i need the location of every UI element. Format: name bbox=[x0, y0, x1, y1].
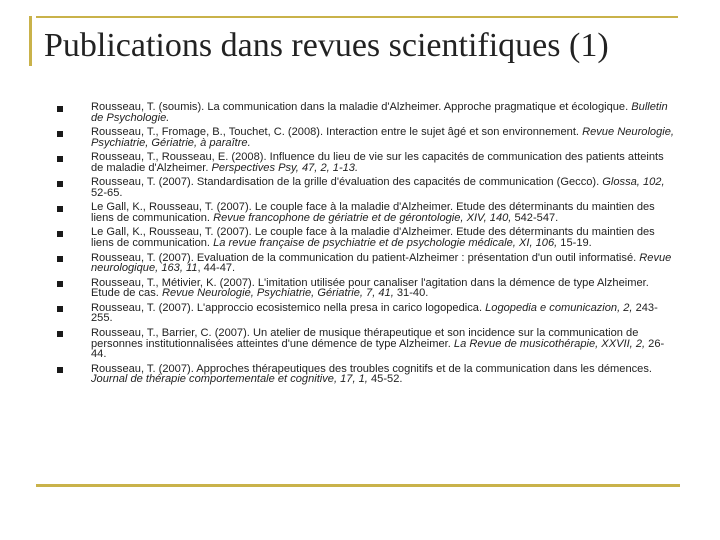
reference-item bbox=[54, 328, 674, 360]
square-bullet-icon bbox=[57, 156, 63, 162]
reference-body: Rousseau, T., Fromage, B., Touchet, C. (2008). Interaction entre le sujet âgé et son environnement. bbox=[91, 126, 583, 139]
square-bullet-icon bbox=[57, 367, 63, 373]
reference-body: Rousseau, T., Rousseau, E. (2008). Influence du lieu de vie sur les capacités de communication des patients atteints de maladie d'Alzheimer. bbox=[91, 151, 664, 174]
reference-pages: , 44-47. bbox=[197, 262, 236, 275]
reference-text bbox=[91, 303, 674, 324]
reference-item bbox=[54, 177, 674, 198]
reference-item bbox=[54, 227, 674, 248]
reference-body: Rousseau, T. (2007). Evaluation de la communication du patient-Alzheimer : présentation d'un outil informatisé. bbox=[91, 251, 640, 264]
square-bullet-icon bbox=[57, 281, 63, 287]
reference-text bbox=[91, 177, 674, 198]
reference-text bbox=[91, 102, 674, 123]
reference-body: Rousseau, T., Barrier, C. (2007). Un atelier de musique thérapeutique et son incidence sur la communication de personnes institutionnalisées atteintes d'une démence de type Alzheimer. bbox=[91, 326, 639, 350]
reference-text bbox=[91, 227, 674, 248]
reference-item bbox=[54, 152, 674, 173]
square-bullet-icon bbox=[57, 306, 63, 312]
slide-title: Publications dans revues scientifiques (1) bbox=[44, 27, 609, 64]
square-bullet-icon bbox=[57, 256, 63, 262]
reference-pages: 15-19. bbox=[557, 237, 592, 250]
reference-text bbox=[91, 364, 674, 385]
reference-body: Rousseau, T. (2007). Approches thérapeutiques des troubles cognitifs et de la communication dans les démences. bbox=[91, 362, 652, 375]
square-bullet-icon bbox=[57, 206, 63, 212]
reference-body: Rousseau, T., Métivier, K. (2007). L'imitation utilisée pour canaliser l'agitation dans la démence de type Alzheimer. Etude de cas. bbox=[91, 276, 649, 300]
reference-pages: 243-255. bbox=[91, 301, 658, 325]
reference-journal: Glossa, 102, bbox=[602, 176, 665, 189]
reference-journal: Revue Neurologie, Psychiatrie, Gériatrie, 7, 41, bbox=[161, 287, 394, 300]
reference-pages: 26-44. bbox=[91, 337, 665, 361]
reference-body: Le Gall, K., Rousseau, T. (2007). Le couple face à la maladie d'Alzheimer. Etude des déterminants du maintien des liens de communication. bbox=[91, 201, 655, 225]
reference-body: Rousseau, T. (soumis). La communication dans la maladie d'Alzheimer. Approche pragmatique et écologique. bbox=[91, 101, 632, 113]
square-bullet-icon bbox=[57, 131, 63, 137]
reference-text bbox=[91, 253, 674, 274]
reference-pages: 45-52. bbox=[367, 373, 403, 386]
reference-pages: 542-547. bbox=[511, 212, 559, 225]
reference-text bbox=[91, 127, 674, 148]
reference-item bbox=[54, 202, 674, 223]
reference-text bbox=[91, 328, 674, 360]
reference-text bbox=[91, 278, 674, 299]
square-bullet-icon bbox=[57, 231, 63, 237]
title-accent-top-line bbox=[36, 16, 678, 18]
square-bullet-icon bbox=[57, 331, 63, 337]
title-accent-vertical-line bbox=[29, 16, 32, 66]
reference-item bbox=[54, 364, 674, 385]
reference-list bbox=[54, 102, 674, 389]
reference-journal: La Revue de musicothérapie, XXVII, 2, bbox=[453, 337, 646, 350]
reference-journal: Journal de thérapie comportementale et cognitive, 17, 1, bbox=[91, 373, 368, 386]
reference-item bbox=[54, 253, 674, 274]
reference-journal: Perspectives Psy, 47, 2, 1-13. bbox=[211, 161, 359, 174]
reference-text bbox=[91, 202, 674, 223]
square-bullet-icon bbox=[57, 106, 63, 112]
reference-item bbox=[54, 278, 674, 299]
footer-accent-line bbox=[36, 484, 680, 487]
reference-pages: 31-40. bbox=[393, 287, 429, 300]
reference-text bbox=[91, 152, 674, 173]
reference-journal: Revue Neurologie, Psychiatrie, Gériatrie, à paraître. bbox=[91, 126, 674, 149]
reference-journal: Logopedia e comunicazion, 2, bbox=[485, 301, 633, 314]
reference-journal: Bulletin de Psychologie. bbox=[91, 101, 668, 124]
reference-journal: Revue francophone de gériatrie et de gérontologie, XIV, 140, bbox=[213, 212, 512, 225]
square-bullet-icon bbox=[57, 181, 63, 187]
reference-journal: La revue française de psychiatrie et de psychologie médicale, XI, 106, bbox=[213, 237, 558, 250]
reference-item bbox=[54, 127, 674, 148]
reference-body: Rousseau, T. (2007). Standardisation de la grille d'évaluation des capacités de communication (Gecco). bbox=[91, 176, 603, 189]
reference-journal: Revue neurologique, 163, 11 bbox=[91, 251, 672, 275]
reference-item bbox=[54, 102, 674, 123]
reference-body: Le Gall, K., Rousseau, T. (2007). Le couple face à la maladie d'Alzheimer. Etude des déterminants du maintien des liens de communication. bbox=[91, 226, 655, 250]
reference-pages: 52-65. bbox=[91, 186, 123, 199]
reference-item bbox=[54, 303, 674, 324]
reference-body: Rousseau, T. (2007). L'approccio ecosistemico nella presa in carico logopedica. bbox=[91, 301, 486, 314]
